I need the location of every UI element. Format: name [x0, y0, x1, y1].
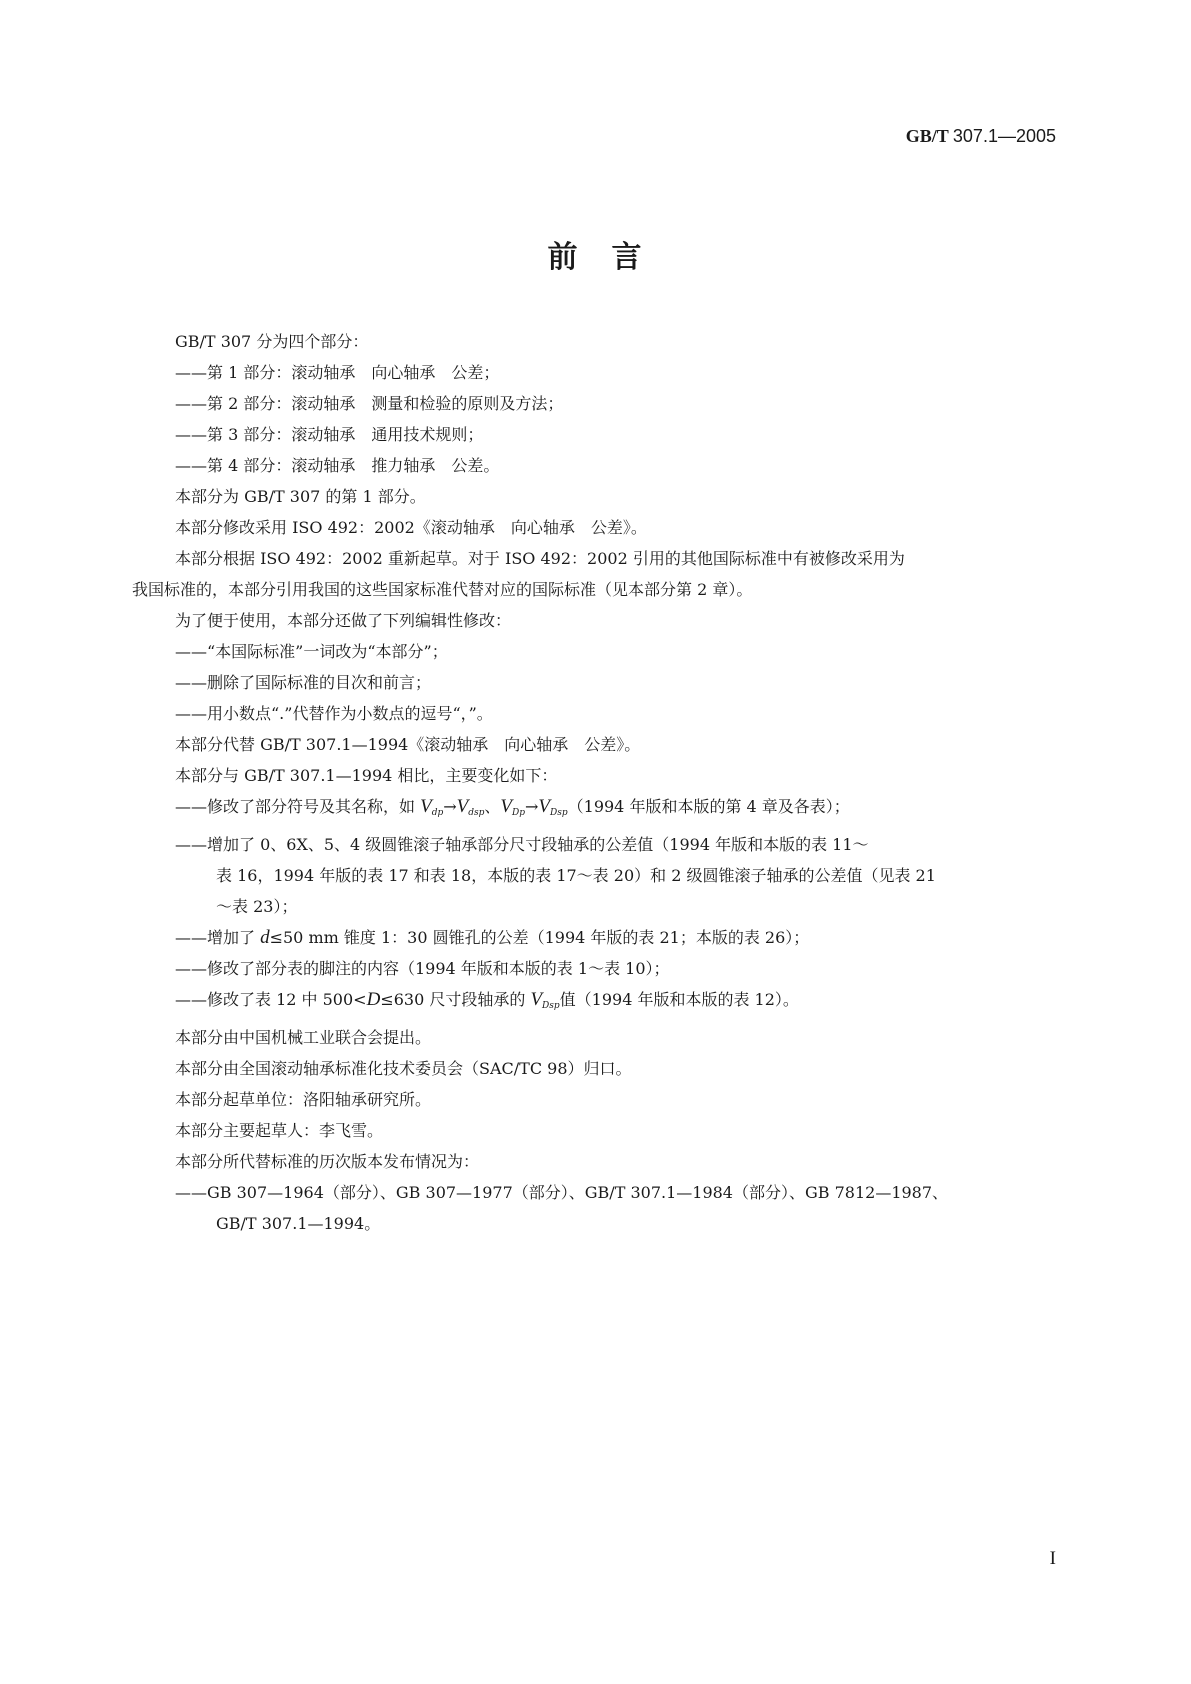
paragraph: 本部分代替 GB/T 307.1—1994《滚动轴承 向心轴承 公差》。: [175, 735, 641, 754]
text: ——修改了表 12 中 500<: [175, 990, 367, 1009]
subscript: dsp: [468, 808, 485, 818]
paragraph: 本部分由中国机械工业联合会提出。: [175, 1028, 432, 1047]
list-item: ——用小数点“.”代替作为小数点的逗号“，”。: [175, 704, 493, 723]
text: ——增加了: [175, 928, 261, 947]
list-item: [132, 922, 1062, 953]
text: 值（1994 年版和本版的表 12）。: [559, 990, 799, 1009]
list-item: ——增加了 0、6X、5、4 级圆锥滚子轴承部分尺寸段轴承的公差值（1994 年版和本版的表 11～: [175, 835, 869, 854]
paragraph: 本部分修改采用 ISO 492：2002《滚动轴承 向心轴承 公差》。: [175, 518, 647, 537]
page-number: I: [1049, 1548, 1056, 1569]
paragraph: 本部分与 GB/T 307.1—1994 相比，主要变化如下：: [175, 766, 558, 785]
arrow: →: [525, 797, 539, 816]
paragraph: 本部分起草单位：洛阳轴承研究所。: [175, 1090, 432, 1109]
text: ≤630 尺寸段轴承的: [380, 990, 531, 1009]
page-title: 前 言: [547, 240, 644, 275]
arrow: →: [443, 797, 457, 816]
subscript: Dp: [512, 808, 526, 818]
subscript: dp: [431, 808, 444, 818]
paragraph: 本部分主要起草人：李飞雪。: [175, 1121, 384, 1140]
list-item-continuation: GB/T 307.1—1994。: [216, 1214, 381, 1233]
symbol: V: [500, 796, 513, 817]
text: ≤50 mm 锥度 1：30 圆锥孔的公差（1994 年版的表 21；本版的表 26）；: [269, 928, 810, 947]
subscript: Dsp: [542, 1001, 560, 1011]
paragraph: 本部分由全国滚动轴承标准化技术委员会（SAC/TC 98）归口。: [175, 1059, 632, 1078]
symbol: V: [538, 796, 551, 817]
symbol: D: [366, 989, 381, 1010]
paragraph: GB/T 307 分为四个部分：: [175, 332, 369, 351]
list-item: ——第 4 部分：滚动轴承 推力轴承 公差。: [175, 456, 500, 475]
list-item: ——删除了国际标准的目次和前言；: [175, 673, 432, 692]
list-item: ——GB 307—1964（部分）、GB 307—1977（部分）、GB/T 307.1—1984（部分）、GB 7812—1987、: [175, 1183, 949, 1202]
text: （1994 年版和本版的第 4 章及各表）；: [567, 797, 850, 816]
text: ——修改了部分符号及其名称，如: [175, 797, 421, 816]
paragraph-continuation: 我国标准的，本部分引用我国的这些国家标准代替对应的国际标准（见本部分第 2 章）。: [132, 580, 753, 599]
standard-number: [906, 126, 1056, 147]
list-item: [132, 984, 1062, 1022]
standard-code: 307.1—2005: [952, 126, 1056, 146]
list-item: ——修改了部分表的脚注的内容（1994 年版和本版的表 1～表 10）；: [175, 959, 670, 978]
paragraph: 本部分所代替标准的历次版本发布情况为：: [175, 1152, 480, 1171]
symbol: d: [260, 927, 270, 948]
list-item: ——第 2 部分：滚动轴承 测量和检验的原则及方法；: [175, 394, 564, 413]
list-item: ——第 3 部分：滚动轴承 通用技术规则；: [175, 425, 484, 444]
list-item-continuation: 表 16，1994 年版的表 17 和表 18，本版的表 17～表 20）和 2 级圆锥滚子轴承的公差值（见表 21: [216, 866, 936, 885]
paragraph: 本部分根据 ISO 492：2002 重新起草。对于 ISO 492：2002 引用的其他国际标准中有被修改采用为: [175, 549, 905, 568]
paragraph: 为了便于使用，本部分还做了下列编辑性修改：: [175, 611, 512, 630]
symbol: V: [456, 796, 469, 817]
list-item: ——“本国际标准”一词改为“本部分”；: [175, 642, 448, 661]
subscript: Dsp: [550, 808, 568, 818]
list-item: [132, 791, 1062, 829]
list-item-continuation: ～表 23）；: [216, 897, 298, 916]
separator: 、: [484, 797, 501, 816]
symbol: V: [530, 989, 543, 1010]
standard-prefix: GB/T: [905, 126, 949, 146]
foreword-body: [132, 326, 1062, 1239]
symbol: V: [420, 796, 432, 817]
paragraph: 本部分为 GB/T 307 的第 1 部分。: [175, 487, 426, 506]
list-item: ——第 1 部分：滚动轴承 向心轴承 公差；: [175, 363, 500, 382]
